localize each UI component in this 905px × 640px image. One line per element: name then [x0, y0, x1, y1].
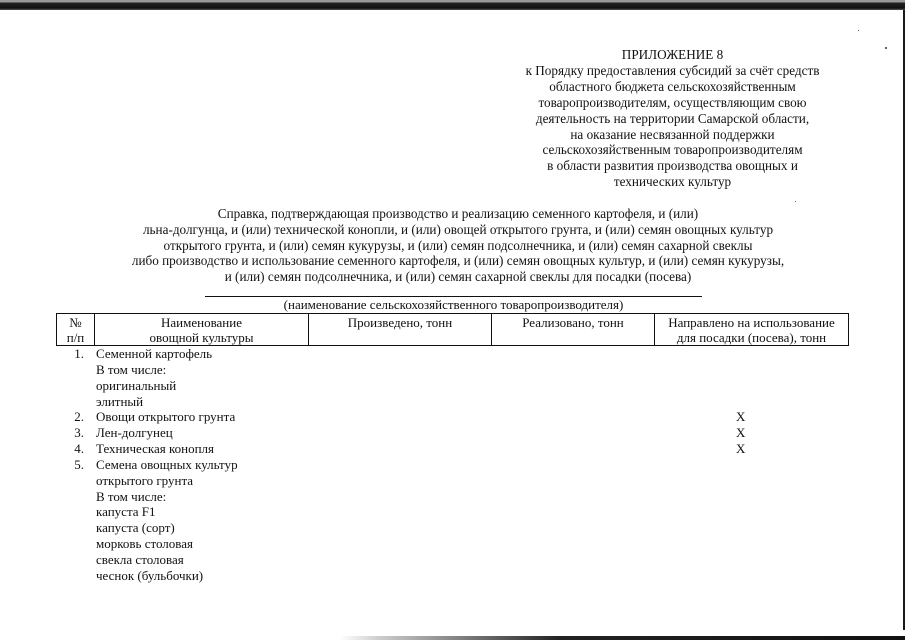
crop-name: Техническая конопля [96, 441, 215, 457]
table-row [56, 457, 848, 473]
crop-name: Семенной картофель [96, 346, 213, 361]
row-number: 1. [74, 346, 84, 361]
table-row [56, 425, 848, 441]
scan-edge-top [0, 0, 905, 10]
header-no [57, 314, 95, 346]
scan-speck [858, 30, 859, 31]
crop-name: Овощи открытого грунта [96, 409, 236, 425]
header-sold: Реализовано, тонн [492, 314, 655, 346]
crop-name: В том числе: [96, 361, 167, 377]
reference-title-line: и (или) семян подсолнечника, и (или) семян сахарной свеклы для посадки (посева) [224, 269, 692, 285]
table-row [56, 568, 848, 584]
header-planting [655, 314, 849, 346]
crop-name: Лен-долгунец [96, 425, 173, 441]
appendix-number: ПРИЛОЖЕНИЕ 8 [621, 47, 724, 62]
crop-name: элитный [96, 393, 144, 409]
crop-name: чеснок (бульбочки) [96, 567, 204, 583]
table-row [56, 362, 848, 378]
header-name [95, 314, 309, 346]
crop-name: оригинальный [96, 377, 177, 393]
header-table [56, 313, 849, 346]
appendix-line: деятельность на территории Самарской области, [535, 110, 810, 126]
header-planting-line: для посадки (посева), тонн [676, 330, 827, 345]
header-name-line: овощной культуры [149, 330, 254, 345]
crop-name: В том числе: [96, 488, 167, 504]
producer-name-caption: (наименование сельскохозяйственного товаропроизводителя) [283, 297, 624, 312]
scan-speck [795, 201, 796, 202]
header-no-line: п/п [66, 330, 85, 345]
reference-title-line: либо производство и использование семенного картофеля, и (или) семян овощных культур, и (или) семян кукурузы, [131, 253, 785, 269]
reference-title [88, 206, 828, 285]
crop-name: Семена овощных культур [96, 456, 238, 472]
table-row [56, 536, 848, 552]
header-row [57, 314, 849, 346]
reference-title-line: открытого грунта, и (или) семян кукурузы, и (или) семян подсолнечника, и (или) семян сахарной свеклы [163, 237, 753, 253]
appendix-line: технических культур [613, 174, 732, 190]
header-no-line: № [69, 315, 82, 330]
table-row [56, 489, 848, 505]
scan-speck [885, 47, 887, 49]
header-produced: Произведено, тонн [309, 314, 492, 346]
scan-edge-bottom [340, 636, 905, 640]
appendix-line: на оказание несвязанной поддержки [570, 126, 775, 142]
reference-title-line: Справка, подтверждающая производство и реализацию семенного картофеля, и (или) [217, 206, 699, 221]
appendix-line: в области развития производства овощных и [547, 158, 798, 174]
crop-name: капуста F1 [96, 504, 156, 520]
table-row [56, 394, 848, 410]
appendix-line: областного бюджета сельскохозяйственным [549, 78, 796, 94]
header-name-line: Наименование [161, 315, 242, 330]
row-number: 2. [74, 409, 84, 425]
table-row [56, 552, 848, 568]
appendix-line: товаропроизводителям, осуществляющим свою [538, 94, 807, 110]
header-planting-line: Направлено на использование [668, 315, 835, 330]
row-number: 3. [74, 425, 84, 441]
crop-name: открытого грунта [96, 472, 194, 488]
table-row [56, 346, 848, 362]
table-row [56, 378, 848, 394]
table-row [56, 409, 848, 425]
table-row [56, 441, 848, 457]
crop-name: капуста (сорт) [96, 520, 175, 536]
crop-name: свекла столовая [96, 551, 184, 567]
crop-list [56, 346, 848, 584]
table-row [56, 520, 848, 536]
crop-name: морковь столовая [96, 536, 194, 552]
appendix-line: к Порядку предоставления субсидий за счёт средств [525, 62, 820, 78]
table-row [56, 504, 848, 520]
not-applicable-mark: X [736, 441, 746, 457]
row-number: 4. [74, 441, 84, 457]
reference-title-line: льна-долгунца, и (или) технической конопли, и (или) овощей открытого грунта, и (или) семян овощных культур [142, 221, 774, 237]
not-applicable-mark: X [736, 425, 746, 441]
appendix-block [480, 47, 865, 190]
table-row [56, 473, 848, 489]
appendix-line: сельскохозяйственным товаропроизводителям [542, 142, 803, 158]
not-applicable-mark: X [736, 409, 746, 425]
row-number: 5. [74, 456, 84, 472]
